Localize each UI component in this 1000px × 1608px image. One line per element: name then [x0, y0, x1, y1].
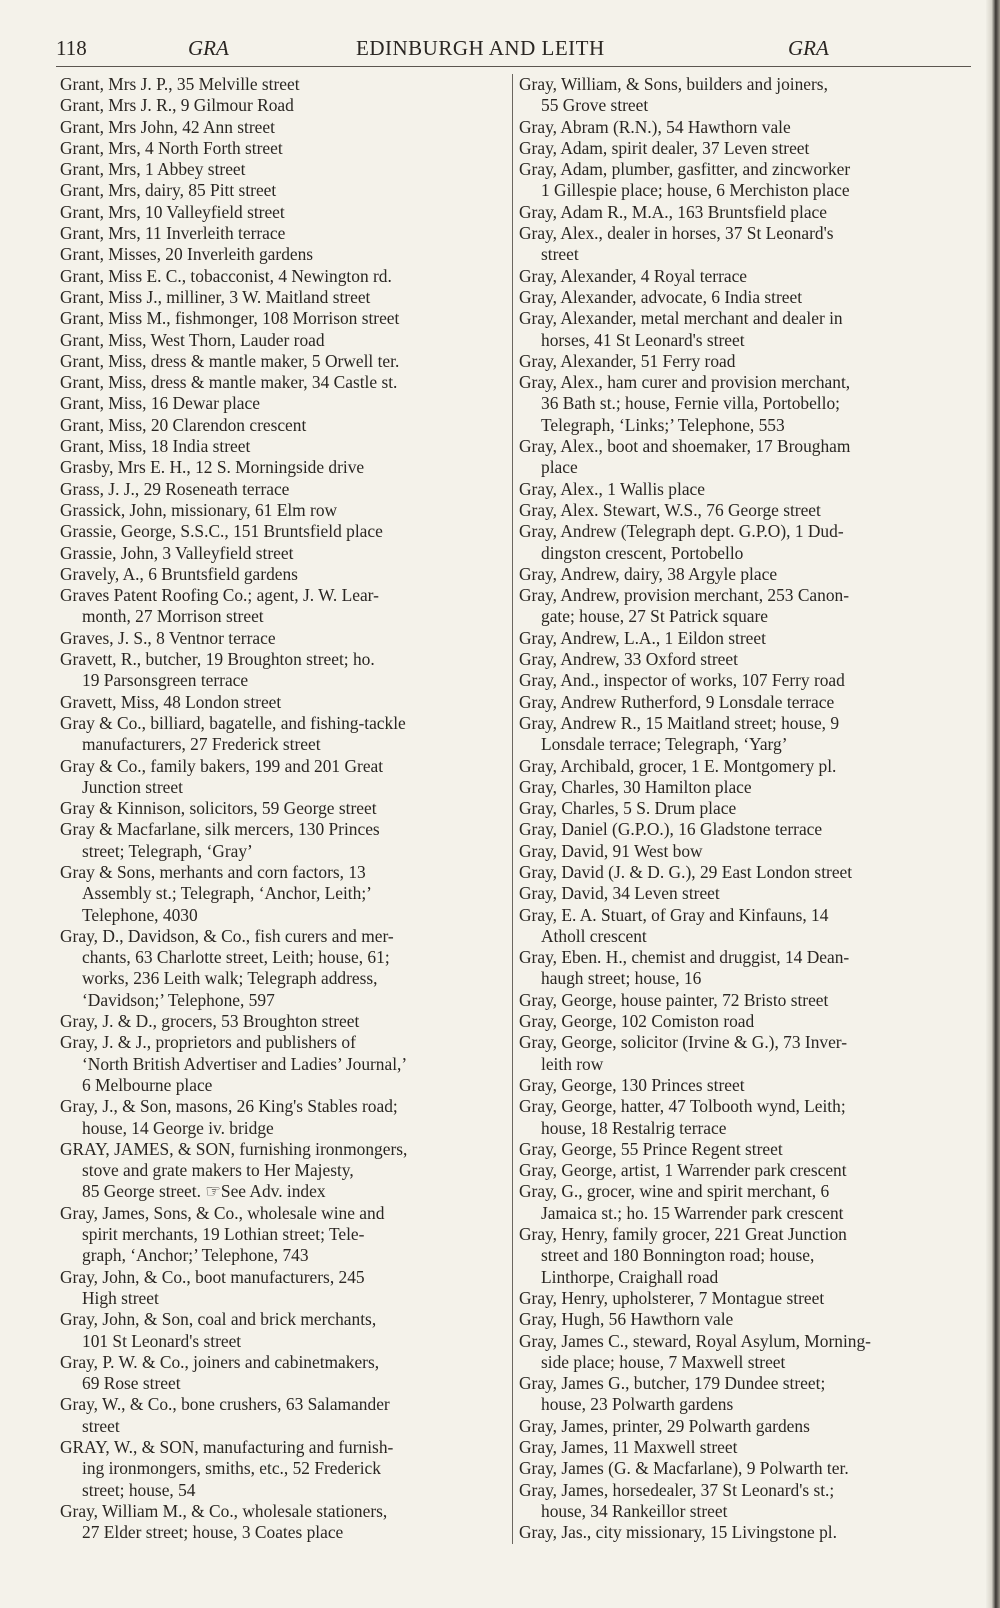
directory-line: Gray, George, 130 Princes street — [519, 1074, 745, 1095]
directory-line: Gray, William M., & Co., wholesale stationers, — [60, 1500, 388, 1521]
directory-line: Gray & Co., family bakers, 199 and 201 Great — [60, 755, 384, 776]
directory-line: Gray & Sons, merhants and corn factors, 13 — [60, 861, 366, 882]
directory-line: side place; house, 7 Maxwell street — [541, 1351, 786, 1372]
directory-line: Atholl crescent — [541, 925, 647, 946]
directory-line: GRAY, W., & SON, manufacturing and furnish- — [60, 1437, 394, 1457]
directory-line: Grant, Mrs, 11 Inverleith terrace — [60, 223, 286, 244]
directory-line: High street — [82, 1287, 159, 1308]
directory-line: chants, 63 Charlotte street, Leith; house, 61; — [82, 947, 390, 968]
directory-line: ‘Davidson;’ Telephone, 597 — [82, 989, 275, 1010]
directory-line: Gray, George, hatter, 47 Tolbooth wynd, Leith; — [519, 1096, 846, 1117]
directory-line: Gray, Andrew, 33 Oxford street — [519, 649, 738, 670]
directory-line: Gray, George, 55 Prince Regent street — [519, 1138, 783, 1159]
directory-line: Grant, Miss J., milliner, 3 W. Maitland street — [60, 286, 371, 307]
directory-line: Grant, Mrs, 10 Valleyfield street — [60, 201, 285, 222]
directory-line: Gray, Archibald, grocer, 1 E. Montgomery pl. — [519, 755, 837, 776]
directory-line: Gray, Andrew Rutherford, 9 Lonsdale terrace — [519, 691, 835, 712]
directory-line: 36 Bath st.; house, Fernie villa, Portobello; — [541, 393, 840, 414]
directory-line: Grant, Miss, 16 Dewar place — [60, 393, 260, 414]
running-title: EDINBURGH AND LEITH — [356, 36, 605, 60]
directory-line: Jamaica st.; ho. 15 Warrender park crescent — [541, 1202, 844, 1223]
directory-line: Graves Patent Roofing Co.; agent, J. W. Lear- — [60, 585, 379, 606]
directory-line: Gray, David (J. & D. G.), 29 East London street — [519, 861, 853, 882]
directory-line: Graves, J. S., 8 Ventnor terrace — [60, 627, 276, 648]
directory-line: Gray, George, house painter, 72 Bristo street — [519, 989, 829, 1010]
directory-line: GRAY, JAMES, & SON, furnishing ironmongers, — [60, 1138, 408, 1159]
directory-line: place — [541, 457, 578, 478]
directory-line: street; Telegraph, ‘Gray’ — [82, 840, 253, 861]
directory-line: Gray, David, 34 Leven street — [519, 883, 720, 904]
directory-line: spirit merchants, 19 Lothian street; Tele- — [82, 1224, 365, 1245]
directory-line: Gray, Abram (R.N.), 54 Hawthorn vale — [519, 116, 791, 137]
directory-line: Gray, George, solicitor (Irvine & G.), 73 Inver- — [519, 1032, 848, 1053]
directory-line: Gray, John, & Son, coal and brick merchants, — [60, 1309, 377, 1330]
directory-line: Gray, James, horsedealer, 37 St Leonard's st.; — [519, 1479, 835, 1500]
directory-line: Gray, James, Sons, & Co., wholesale wine and — [60, 1202, 385, 1223]
directory-line: 6 Melbourne place — [82, 1074, 213, 1095]
directory-line: Grant, Misses, 20 Inverleith gardens — [60, 244, 314, 265]
directory-line: Grasby, Mrs E. H., 12 S. Morningside drive — [60, 457, 365, 478]
directory-line: Grassie, George, S.S.C., 151 Bruntsfield place — [60, 521, 383, 542]
directory-line: Gray, P. W. & Co., joiners and cabinetmakers, — [60, 1351, 380, 1372]
directory-line: Gray, Alex. Stewart, W.S., 76 George street — [519, 499, 821, 520]
directory-line: Gray, D., Davidson, & Co., fish curers and mer- — [60, 925, 394, 946]
directory-line: Gray, J. & D., grocers, 53 Broughton street — [60, 1011, 360, 1032]
directory-line: street — [82, 1415, 120, 1436]
directory-line: Gray, James C., steward, Royal Asylum, Morning- — [519, 1330, 871, 1351]
directory-line: Gray, Andrew, dairy, 38 Argyle place — [519, 563, 778, 584]
directory-line: Gray, Adam, plumber, gasfitter, and zincworker — [519, 159, 851, 180]
directory-line: Gray, John, & Co., boot manufacturers, 245 — [60, 1266, 365, 1287]
directory-line: Gravett, Miss, 48 London street — [60, 691, 282, 712]
directory-line: Gray, Adam R., M.A., 163 Bruntsfield place — [519, 201, 827, 222]
directory-line: Gray, James G., butcher, 179 Dundee street; — [519, 1373, 826, 1394]
directory-line: ing ironmongers, smiths, etc., 52 Frederick — [82, 1458, 381, 1479]
left-column — [60, 74, 508, 1543]
directory-line: 1 Gillespie place; house, 6 Merchiston place — [541, 180, 850, 201]
directory-line: Gray, James, 11 Maxwell street — [519, 1437, 738, 1457]
directory-line: Grant, Mrs, dairy, 85 Pitt street — [60, 180, 277, 201]
directory-line: gate; house, 27 St Patrick square — [541, 606, 768, 627]
directory-line: Gray, Henry, upholsterer, 7 Montague street — [519, 1287, 825, 1308]
directory-line: horses, 41 St Leonard's street — [541, 329, 745, 350]
directory-line: Linthorpe, Craighall road — [541, 1266, 719, 1287]
directory-line: Lonsdale terrace; Telegraph, ‘Yarg’ — [541, 734, 788, 755]
page-edge — [986, 0, 1000, 1608]
directory-line: Grant, Miss, dress & mantle maker, 5 Orwell ter. — [60, 350, 400, 371]
directory-line: Gray & Kinnison, solicitors, 59 George street — [60, 798, 377, 819]
directory-line: Gray, Daniel (G.P.O.), 16 Gladstone terrace — [519, 819, 823, 840]
directory-line: Gray, George, 102 Comiston road — [519, 1011, 755, 1032]
directory-line: Gray, Alexander, advocate, 6 India street — [519, 286, 803, 307]
directory-line: Gray, G., grocer, wine and spirit merchant, 6 — [519, 1181, 830, 1202]
directory-line: Gray, James, printer, 29 Polwarth gardens — [519, 1415, 810, 1436]
directory-line: Grant, Mrs John, 42 Ann street — [60, 116, 275, 137]
directory-line: Gray, Adam, spirit dealer, 37 Leven street — [519, 137, 810, 158]
directory-line: Gray, Andrew R., 15 Maitland street; house, 9 — [519, 712, 840, 733]
directory-line: Gray & Macfarlane, silk mercers, 130 Princes — [60, 819, 380, 840]
directory-line: Grant, Miss, 20 Clarendon crescent — [60, 414, 307, 435]
directory-line: Grant, Mrs J. R., 9 Gilmour Road — [60, 95, 294, 116]
directory-line: Gray, James (G. & Macfarlane), 9 Polwarth ter. — [519, 1458, 849, 1479]
directory-line: Gray, Andrew, provision merchant, 253 Canon- — [519, 585, 850, 606]
directory-line: Gray, Henry, family grocer, 221 Great Junction — [519, 1224, 847, 1245]
directory-line: Grant, Miss E. C., tobacconist, 4 Newington rd. — [60, 265, 392, 286]
directory-line: Junction street — [82, 776, 183, 797]
directory-line: Gray, Andrew, L.A., 1 Eildon street — [519, 627, 766, 648]
left-guide-word: GRA — [188, 36, 229, 60]
directory-line: house, 23 Polwarth gardens — [541, 1394, 734, 1415]
directory-line: Gray, And., inspector of works, 107 Ferry road — [519, 670, 845, 691]
directory-line: Grass, J. J., 29 Roseneath terrace — [60, 478, 290, 499]
column-divider — [512, 74, 513, 1544]
directory-line: Gray, Alex., ham curer and provision merchant, — [519, 372, 851, 393]
directory-line: Gray, Alex., dealer in horses, 37 St Leonard's — [519, 223, 834, 244]
page-number: 118 — [56, 36, 87, 60]
directory-line: Grant, Miss, dress & mantle maker, 34 Castle st. — [60, 372, 398, 393]
directory-line: Gray, J., & Son, masons, 26 King's Stables road; — [60, 1096, 398, 1117]
directory-line: Grant, Miss, 18 India street — [60, 436, 251, 457]
directory-line: Gray, E. A. Stuart, of Gray and Kinfauns, 14 — [519, 904, 829, 925]
directory-line: Gray, Jas., city missionary, 15 Livingstone pl. — [519, 1522, 837, 1543]
directory-line: Gray, Hugh, 56 Hawthorn vale — [519, 1309, 734, 1330]
directory-line: Grant, Miss, West Thorn, Lauder road — [60, 329, 325, 350]
directory-line: Gray, J. & J., proprietors and publishers of — [60, 1032, 356, 1053]
directory-line: Grant, Mrs, 1 Abbey street — [60, 159, 246, 180]
directory-line: street and 180 Bonnington road; house, — [541, 1245, 815, 1266]
directory-line: 27 Elder street; house, 3 Coates place — [82, 1522, 344, 1543]
directory-line: house, 14 George iv. bridge — [82, 1117, 274, 1138]
directory-line: ‘North British Advertiser and Ladies’ Journal,’ — [82, 1053, 408, 1074]
directory-line: Gray, David, 91 West bow — [519, 840, 703, 861]
directory-line: Gray, Alex., 1 Wallis place — [519, 478, 705, 499]
directory-line: Gray, Andrew (Telegraph dept. G.P.O), 1 Dud- — [519, 521, 844, 542]
directory-line: Telegraph, ‘Links;’ Telephone, 553 — [541, 414, 785, 435]
directory-line: Gray, Alexander, 4 Royal terrace — [519, 265, 748, 286]
directory-line: 69 Rose street — [82, 1373, 181, 1394]
right-column — [519, 74, 971, 1543]
directory-line: Gray, Charles, 30 Hamilton place — [519, 776, 752, 797]
directory-line: Grant, Mrs J. P., 35 Melville street — [60, 74, 300, 94]
directory-line: Gray, William, & Sons, builders and joiners, — [519, 74, 828, 94]
directory-line: stove and grate makers to Her Majesty, — [82, 1160, 354, 1181]
header-rule — [56, 66, 971, 67]
directory-line: Grassie, John, 3 Valleyfield street — [60, 542, 294, 563]
directory-line: manufacturers, 27 Frederick street — [82, 734, 321, 755]
directory-line: haugh street; house, 16 — [541, 968, 702, 989]
directory-line: Gravett, R., butcher, 19 Broughton street; ho. — [60, 649, 375, 670]
directory-line: street; house, 54 — [82, 1479, 196, 1500]
directory-line: street — [541, 244, 579, 265]
directory-line: month, 27 Morrison street — [82, 606, 264, 627]
directory-line: Gray, Alex., boot and shoemaker, 17 Brougham — [519, 436, 851, 457]
page-header — [56, 30, 946, 64]
right-guide-word: GRA — [788, 36, 829, 60]
directory-line: house, 34 Rankeillor street — [541, 1500, 728, 1521]
directory-line: Grassick, John, missionary, 61 Elm row — [60, 499, 338, 520]
directory-line: 101 St Leonard's street — [82, 1330, 242, 1351]
directory-line: Gray, Charles, 5 S. Drum place — [519, 798, 737, 819]
directory-line: Gray, Alexander, metal merchant and dealer in — [519, 308, 843, 329]
directory-line: Gray, George, artist, 1 Warrender park crescent — [519, 1160, 847, 1181]
directory-line: Gray & Co., billiard, bagatelle, and fishing-tackle — [60, 712, 406, 733]
directory-line: Gravely, A., 6 Bruntsfield gardens — [60, 563, 298, 584]
directory-line: Gray, W., & Co., bone crushers, 63 Salamander — [60, 1394, 390, 1415]
directory-line: house, 18 Restalrig terrace — [541, 1117, 727, 1138]
directory-line: graph, ‘Anchor;’ Telephone, 743 — [82, 1245, 309, 1266]
directory-line: 55 Grove street — [541, 95, 649, 116]
directory-line: 85 George street. ☞See Adv. index — [82, 1181, 326, 1202]
directory-line: leith row — [541, 1053, 604, 1074]
directory-line: Grant, Mrs, 4 North Forth street — [60, 137, 283, 158]
directory-line: works, 236 Leith walk; Telegraph address, — [82, 968, 378, 989]
directory-line: Gray, Eben. H., chemist and druggist, 14 Dean- — [519, 947, 850, 968]
directory-line: dingston crescent, Portobello — [541, 542, 744, 563]
directory-line: Assembly st.; Telegraph, ‘Anchor, Leith;’ — [82, 883, 372, 904]
directory-line: Telephone, 4030 — [82, 904, 198, 925]
directory-line: 19 Parsonsgreen terrace — [82, 670, 249, 691]
directory-line: Grant, Miss M., fishmonger, 108 Morrison street — [60, 308, 400, 329]
directory-line: Gray, Alexander, 51 Ferry road — [519, 350, 736, 371]
